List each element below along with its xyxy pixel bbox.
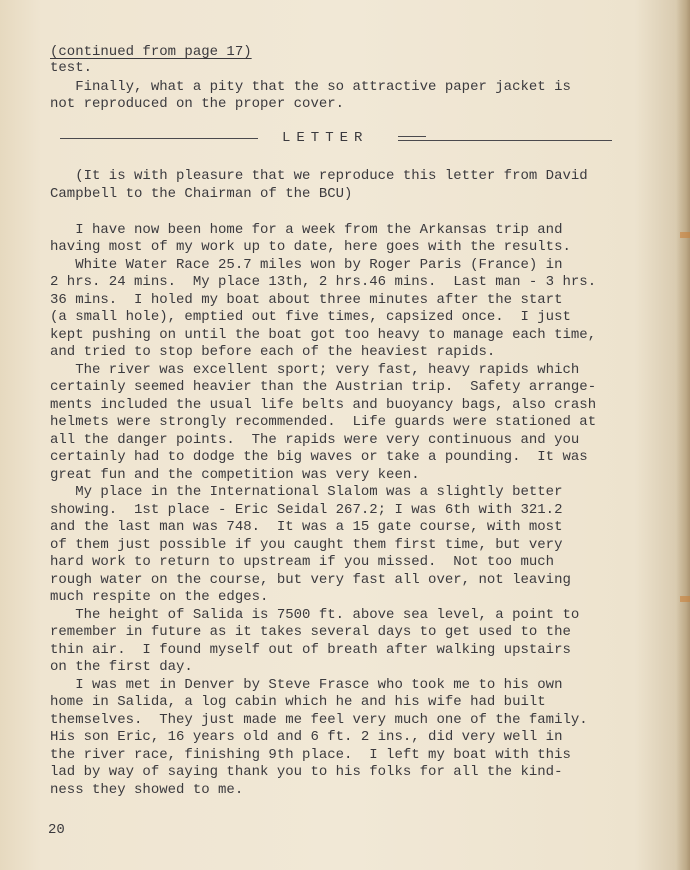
letter-line: ness they showed to me. — [50, 782, 244, 798]
binding-mark — [680, 596, 690, 602]
letter-line: much respite on the edges. — [50, 589, 269, 605]
letter-line: (a small hole), emptied out five times, capsized once. I just — [50, 309, 571, 325]
letter-line: lad by way of saying thank you to his folks for all the kind- — [50, 764, 563, 780]
divider-rule-right-short — [398, 136, 426, 137]
continuation-line: Finally, what a pity that the so attractive paper jacket is — [50, 79, 571, 95]
letter-line: showing. 1st place - Eric Seidal 267.2; I was 6th with 321.2 — [50, 502, 563, 518]
page-number: 20 — [48, 822, 65, 838]
letter-line: 36 mins. I holed my boat about three minutes after the start — [50, 292, 563, 308]
letter-line: I was met in Denver by Steve Frasce who took me to his own — [50, 677, 563, 693]
letter-line: kept pushing on until the boat got too heavy to manage each time, — [50, 327, 597, 343]
letter-line: The river was excellent sport; very fast, heavy rapids which — [50, 362, 580, 378]
letter-line: having most of my work up to date, here goes with the results. — [50, 239, 571, 255]
continuation-note: (continued from page 17) — [50, 44, 252, 60]
letter-line: and tried to stop before each of the heaviest rapids. — [50, 344, 496, 360]
letter-line: home in Salida, a log cabin which he and his wife had built — [50, 694, 546, 710]
letter-line: helmets were strongly recommended. Life guards were stationed at — [50, 414, 597, 430]
divider-rule-left — [60, 138, 258, 139]
section-heading: LETTER — [282, 130, 369, 146]
letter-line: hard work to return to upstream if you missed. Not too much — [50, 554, 555, 570]
letter-line: remember in future as it takes several days to get used to the — [50, 624, 571, 640]
divider-rule-right — [398, 140, 612, 141]
intro-line: (It is with pleasure that we reproduce this letter from David — [50, 168, 588, 184]
letter-line: all the danger points. The rapids were very continuous and you — [50, 432, 580, 448]
letter-line: on the first day. — [50, 659, 193, 675]
letter-line: themselves. They just made me feel very much one of the family. — [50, 712, 588, 728]
letter-line: I have now been home for a week from the Arkansas trip and — [50, 222, 563, 238]
letter-line: thin air. I found myself out of breath after walking upstairs — [50, 642, 571, 658]
letter-line: 2 hrs. 24 mins. My place 13th, 2 hrs.46 mins. Last man - 3 hrs. — [50, 274, 597, 290]
binding-mark — [680, 232, 690, 238]
letter-line: certainly seemed heavier than the Austrian trip. Safety arrange- — [50, 379, 597, 395]
letter-line: rough water on the course, but very fast all over, not leaving — [50, 572, 571, 588]
letter-line: and the last man was 748. It was a 15 gate course, with most — [50, 519, 563, 535]
letter-line: ments included the usual life belts and buoyancy bags, also crash — [50, 397, 597, 413]
letter-line: the river race, finishing 9th place. I left my boat with this — [50, 747, 571, 763]
letter-line: great fun and the competition was very keen. — [50, 467, 420, 483]
letter-line: The height of Salida is 7500 ft. above sea level, a point to — [50, 607, 580, 623]
letter-line: certainly had to dodge the big waves or take a pounding. It was — [50, 449, 588, 465]
page-edge-shadow — [676, 0, 690, 870]
letter-line: of them just possible if you caught them first time, but very — [50, 537, 563, 553]
letter-line: My place in the International Slalom was a slightly better — [50, 484, 563, 500]
continuation-line: test. — [50, 60, 93, 76]
letter-line: His son Eric, 16 years old and 6 ft. 2 ins., did very well in — [50, 729, 563, 745]
letter-line: White Water Race 25.7 miles won by Roger Paris (France) in — [50, 257, 563, 273]
intro-line: Campbell to the Chairman of the BCU) — [50, 186, 353, 202]
continuation-line: not reproduced on the proper cover. — [50, 96, 345, 112]
